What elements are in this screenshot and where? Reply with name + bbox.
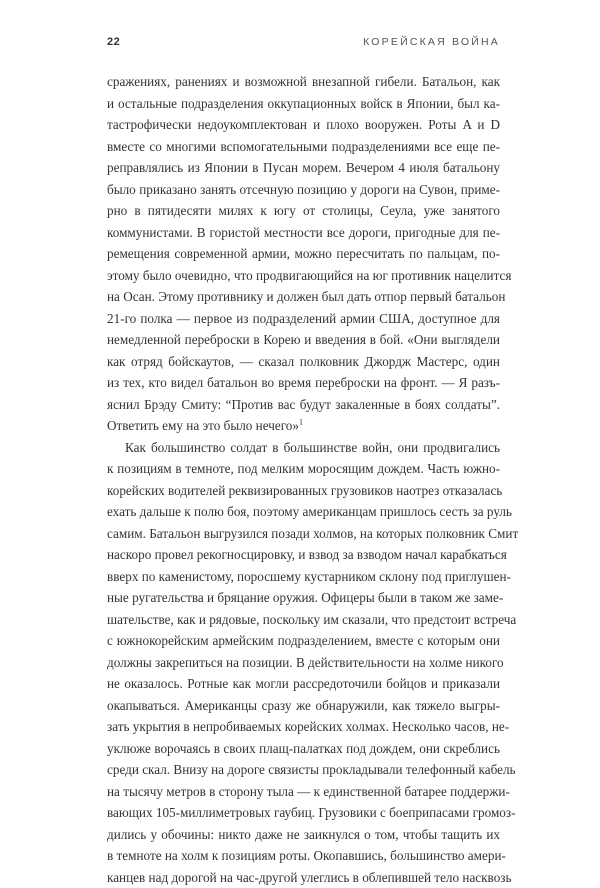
text-line: на тысячу метров в сторону тыла — к единственной батарее поддержи- xyxy=(107,781,500,803)
text-line: вместе со многими вспомогательными подразделениями все еще пе- xyxy=(107,136,500,158)
paragraph-1 xyxy=(107,71,500,437)
text-line: окапываться. Американцы сразу же обнаружили, как тяжело выгры- xyxy=(107,695,500,717)
text-line: этому было очевидно, что продвигающийся на юг противник нацелится xyxy=(107,265,500,287)
text-line: шательстве, как и рядовые, поскольку им сказали, что предстоит встреча xyxy=(107,609,500,631)
text-line-last xyxy=(107,415,500,437)
text-line: яснил Брэду Смиту: “Против вас будут закаленные в боях солдаты”. xyxy=(107,394,500,416)
running-title: КОРЕЙСКАЯ ВОЙНА xyxy=(363,36,500,48)
text-line: и остальные подразделения оккупационных войск в Японии, был ка- xyxy=(107,93,500,115)
text-line: реправлялись из Японии в Пусан морем. Вечером 4 июля батальону xyxy=(107,157,500,179)
text-line: дились у обочины: никто даже не заикнулся о том, чтобы тащить их xyxy=(107,824,500,846)
text-line: зать укрытия в непробиваемых корейских холмах. Несколько часов, не- xyxy=(107,716,500,738)
text-line: ремещения современной армии, можно пересчитать по пальцам, по- xyxy=(107,243,500,265)
text-line: немедленной переброски в Корею и введения в бой. «Они выглядели xyxy=(107,329,500,351)
text-line: было приказано занять отсечную позицию у дороги на Сувон, приме- xyxy=(107,179,500,201)
footnote-marker: 1 xyxy=(299,418,303,427)
text-line: с южнокорейским армейским подразделением, вместе с которым они xyxy=(107,630,500,652)
text-line: ехать дальше к полю боя, поэтому американцам пришлось сесть за руль xyxy=(107,501,500,523)
text-line-first: Как большинство солдат в большинстве войн, они продвигались xyxy=(107,437,500,459)
text-line: коммунистами. В гористой местности все дороги, пригодные для пе- xyxy=(107,222,500,244)
text-line: 21-го полка — первое из подразделений армии США, доступное для xyxy=(107,308,500,330)
text-line: вверх по каменистому, поросшему кустарником склону под приглушен- xyxy=(107,566,500,588)
text-line: должны закрепиться на позиции. В действительности на холме никого xyxy=(107,652,500,674)
text-line: не оказалось. Ротные как могли рассредоточили бойцов и приказали xyxy=(107,673,500,695)
text-line-content: Ответить ему на это было нечего» xyxy=(107,418,299,433)
body-text xyxy=(107,71,500,888)
text-line: рно в пятидесяти милях к югу от столицы, Сеула, уже занятого xyxy=(107,200,500,222)
text-line: среди скал. Внизу на дороге связисты прокладывали телефонный кабель xyxy=(107,759,500,781)
page-number: 22 xyxy=(107,36,120,48)
text-line: уклюже ворочаясь в своих плащ-палатках под дождем, они скреблись xyxy=(107,738,500,760)
text-line: вающих 105-миллиметровых гаубиц. Грузовики с боеприпасами громоз- xyxy=(107,802,500,824)
text-line: тастрофически недоукомплектован и плохо вооружен. Роты A и D xyxy=(107,114,500,136)
text-line: корейских водителей реквизированных грузовиков наотрез отказалась xyxy=(107,480,500,502)
text-line: ные ругательства и бряцание оружия. Офицеры были в таком же заме- xyxy=(107,587,500,609)
text-line: к позициям в темноте, под мелким моросящим дождем. Часть южно- xyxy=(107,458,500,480)
paragraph-2 xyxy=(107,437,500,888)
text-line: в темноте на холм к позициям роты. Окопавшись, большинство амери- xyxy=(107,845,500,867)
text-line: самим. Батальон выгрузился позади холмов, на которых полковник Смит xyxy=(107,523,500,545)
text-line: как отряд бойскаутов, — сказал полковник Джордж Мастерс, один xyxy=(107,351,500,373)
text-line: на Осан. Этому противнику и должен был дать отпор первый батальон xyxy=(107,286,500,308)
text-line: сражениях, ранениях и возможной внезапной гибели. Батальон, как xyxy=(107,71,500,93)
page-header xyxy=(107,36,500,52)
text-line: наскоро провел рекогносцировку, и взвод за взводом начал карабкаться xyxy=(107,544,500,566)
text-line: из тех, кто видел батальон во время переброски на фронт. — Я разъ- xyxy=(107,372,500,394)
text-line: канцев над дорогой на час-другой улеглись в облепившей тело насквозь xyxy=(107,867,500,888)
